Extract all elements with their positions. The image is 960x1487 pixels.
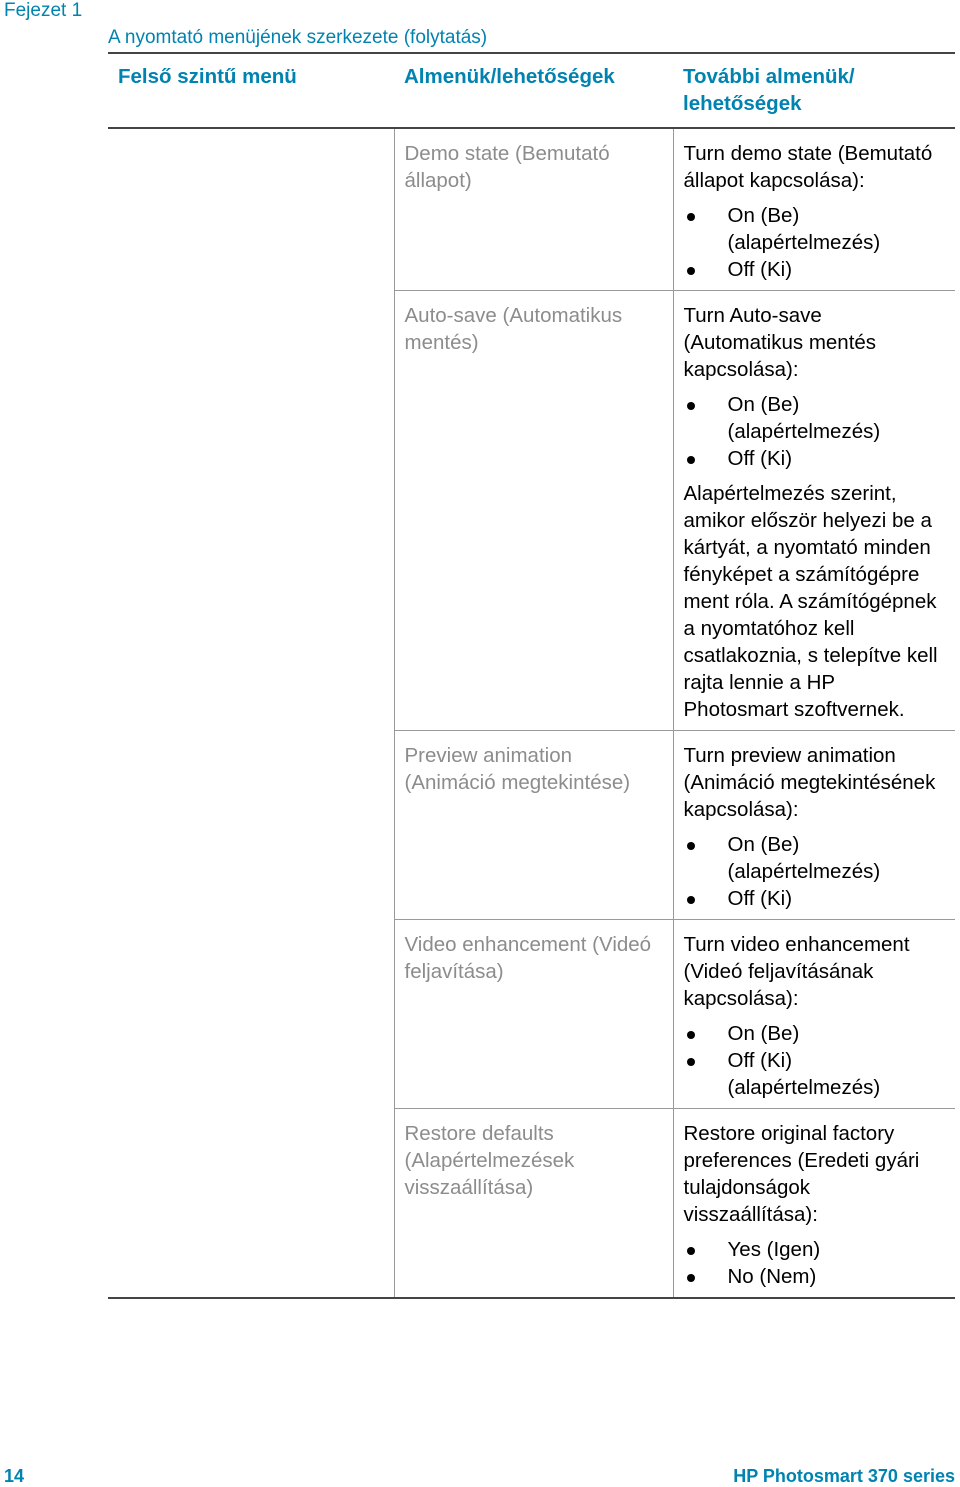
option-list [684,202,946,283]
column-header-submenus: Almenük/lehetőségek [394,53,673,128]
top-menu-cell [108,1109,394,1299]
option-item: On (Be) (alapértelmezés) [684,202,946,256]
table-body [108,128,955,1298]
options-cell [673,731,955,920]
table-row [108,731,955,920]
option-description: Turn demo state (Bemutató állapot kapcsolása): [683,142,933,192]
table-row [108,291,955,731]
submenu-cell: Preview animation (Animáció megtekintése) [394,731,673,920]
top-menu-cell [108,731,394,920]
option-list [684,1236,946,1290]
option-note: Alapértelmezés szerint, amikor először helyezi be a kártyát, a nyomtató minden fényképet a számítógépre ment róla. A számítógépnek a nyomtatóhoz kell csatlakoznia, s telepítve kell rajta lennie a HP Photosmart szoftvernek. [683,482,938,721]
options-cell [673,291,955,731]
table-header-row [108,53,955,128]
option-item: Off (Ki) (alapértelmezés) [684,1047,946,1101]
submenu-cell: Restore defaults (Alapértelmezések visszaállítása) [394,1109,673,1299]
submenu-cell: Video enhancement (Videó feljavítása) [394,920,673,1109]
top-menu-cell [108,128,394,291]
option-list [684,1020,946,1101]
submenu-cell: Demo state (Bemutató állapot) [394,128,673,291]
options-cell [673,128,955,291]
page-number: 14 [4,1466,25,1486]
menu-structure-table [108,52,955,1299]
option-description: Turn Auto-save (Automatikus mentés kapcsolása): [683,304,877,381]
top-menu-cell [108,920,394,1109]
option-item: On (Be) (alapértelmezés) [684,391,946,445]
table-caption: A nyomtató menüjének szerkezete (folytatás) [108,27,488,48]
option-item: No (Nem) [684,1263,946,1290]
table-row [108,128,955,291]
option-description: Turn video enhancement (Videó feljavításának kapcsolása): [683,933,910,1010]
option-description: Turn preview animation (Animáció megtekintésének kapcsolása): [683,744,936,821]
option-list [684,831,946,912]
top-menu-cell [108,291,394,731]
option-item: Off (Ki) [684,445,946,472]
column-header-top-menu: Felső szintű menü [108,53,394,128]
option-item: Off (Ki) [684,256,946,283]
table-row [108,1109,955,1299]
column-header-further-options: További almenük/ lehetőségek [673,53,955,128]
option-item: Off (Ki) [684,885,946,912]
option-list [684,391,946,472]
option-item: On (Be) [684,1020,946,1047]
options-cell [673,1109,955,1299]
submenu-cell: Auto-save (Automatikus mentés) [394,291,673,731]
option-description: Restore original factory preferences (Eredeti gyári tulajdonságok visszaállítása): [683,1122,920,1226]
option-item: On (Be) (alapértelmezés) [684,831,946,885]
option-item: Yes (Igen) [684,1236,946,1263]
product-name: HP Photosmart 370 series [733,1466,955,1486]
chapter-label: Fejezet 1 [4,0,83,21]
options-cell [673,920,955,1109]
table-row [108,920,955,1109]
